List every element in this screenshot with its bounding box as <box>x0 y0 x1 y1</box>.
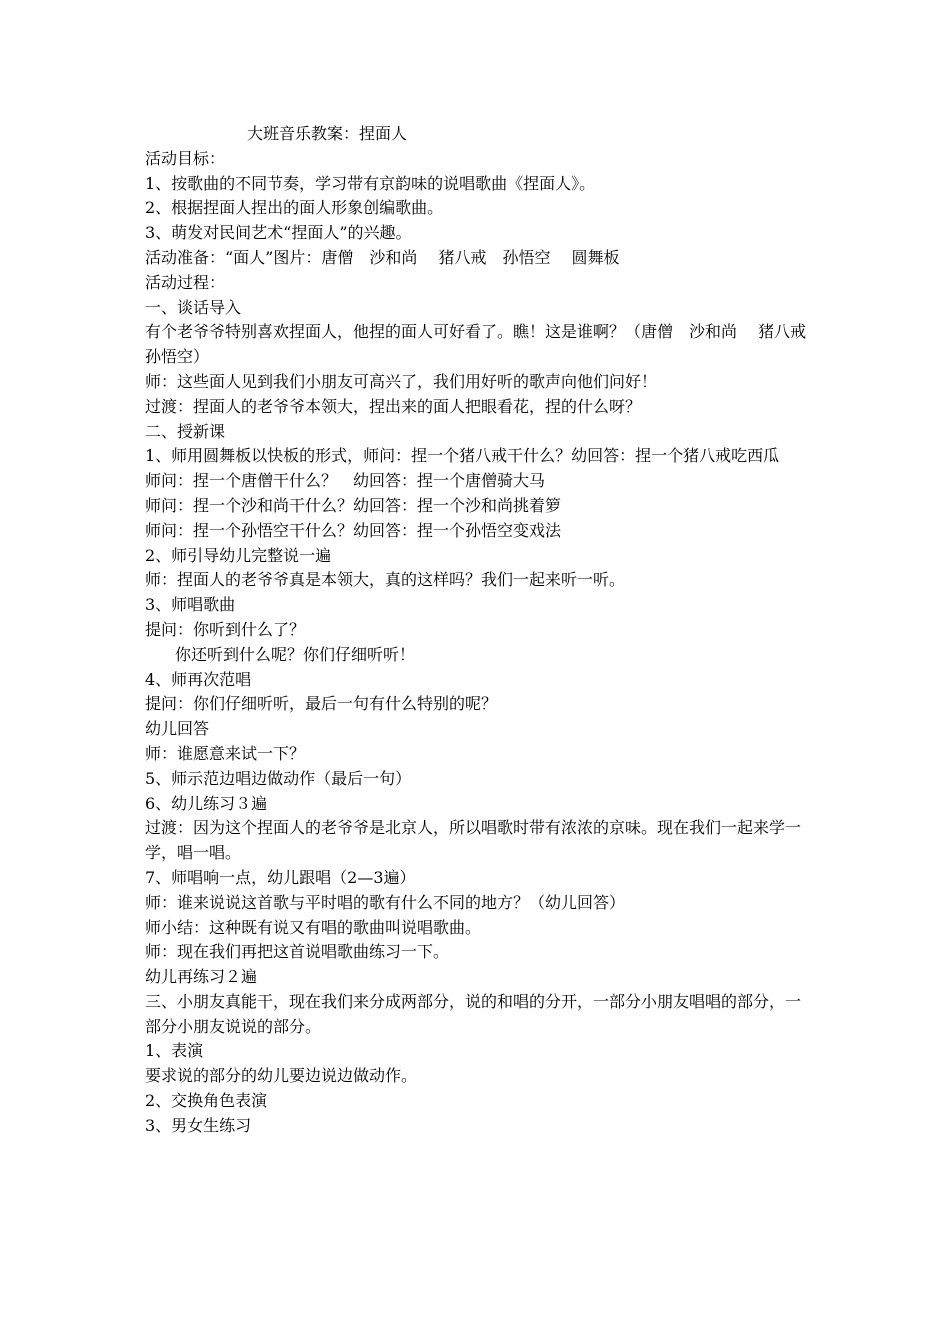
paragraph: 师问：捏一个沙和尚干什么？幼回答：捏一个沙和尚挑着箩 <box>145 495 562 515</box>
paragraph: 幼儿再练习２遍 <box>145 967 258 987</box>
step-heading: 一、谈话导入 <box>145 297 242 317</box>
step-heading: 二、授新课 <box>145 421 226 441</box>
section-heading: 活动过程： <box>145 272 226 292</box>
paragraph: 提问：你们仔细听听，最后一句有什么特别的呢？ <box>145 694 498 714</box>
step-heading: 1、表演 <box>145 1041 204 1061</box>
paragraph: 师：谁来说说这首歌与平时唱的歌有什么不同的地方？（幼儿回答） <box>145 892 626 912</box>
paragraph: 师问：捏一个唐僧干什么？ 幼回答：捏一个唐僧骑大马 <box>145 471 546 491</box>
paragraph: 师：这些面人见到我们小朋友可高兴了，我们用好听的歌声向他们问好！ <box>145 371 658 391</box>
step-heading: 3、男女生练习 <box>145 1115 252 1135</box>
paragraph: 提问：你听到什么了？ <box>145 619 306 639</box>
paragraph: 你还听到什么呢？你们仔细听听！ <box>175 644 416 664</box>
paragraph: 师：现在我们再把这首说唱歌曲练习一下。 <box>145 942 450 962</box>
step-heading: 4、师再次范唱 <box>145 669 252 689</box>
paragraph: 师小结：这种既有说又有唱的歌曲叫说唱歌曲。 <box>145 917 482 937</box>
step-heading: 2、师引导幼儿完整说一遍 <box>145 545 332 565</box>
step-heading: 3、师唱歌曲 <box>145 595 236 615</box>
section-heading: 活动目标： <box>145 148 226 168</box>
paragraph: 幼儿回答 <box>145 719 210 739</box>
objective-item: 1、按歌曲的不同节奏，学习带有京韵味的说唱歌曲《捏面人》。 <box>145 173 596 193</box>
objective-item: 3、萌发对民间艺术“捏面人”的兴趣。 <box>145 223 412 243</box>
paragraph: 三、小朋友真能干，现在我们来分成两部分，说的和唱的分开，一部分小朋友唱唱的部分，一部分小朋友说说的部分。 <box>145 991 802 1036</box>
paragraph: 1、师用圆舞板以快板的形式，师问：捏一个猪八戒干什么？幼回答：捏一个猪八戒吃西瓜 <box>145 446 780 466</box>
step-heading: 6、幼儿练习３遍 <box>145 793 268 813</box>
step-heading: 7、师唱响一点，幼儿跟唱（2—3遍） <box>145 867 416 887</box>
paragraph: 要求说的部分的幼儿要边说边做动作。 <box>145 1066 418 1086</box>
paragraph: 过渡：因为这个捏面人的老爷爷是北京人，所以唱歌时带有浓浓的京味。现在我们一起来学一学，唱一唱。 <box>145 818 802 863</box>
objective-item: 2、根据捏面人捏出的面人形象创编歌曲。 <box>145 198 444 218</box>
paragraph: 有个老爷爷特别喜欢捏面人，他捏的面人可好看了。瞧！这是谁啊？（唐僧 沙和尚 猪八戒 孙悟空） <box>145 322 823 367</box>
preparation-line: 活动准备：“面人”图片：唐僧 沙和尚 猪八戒 孙悟空 圆舞板 <box>145 247 620 267</box>
document-title: 大班音乐教案：捏面人 <box>247 124 408 143</box>
paragraph: 师问：捏一个孙悟空干什么？幼回答：捏一个孙悟空变戏法 <box>145 520 562 540</box>
document-body <box>145 122 823 1139</box>
step-heading: 5、师示范边唱边做动作（最后一句） <box>145 768 412 788</box>
paragraph: 师：谁愿意来试一下？ <box>145 743 306 763</box>
paragraph: 师：捏面人的老爷爷真是本领大，真的这样吗？我们一起来听一听。 <box>145 570 626 590</box>
paragraph: 过渡：捏面人的老爷爷本领大，捏出来的面人把眼看花，捏的什么呀？ <box>145 396 642 416</box>
step-heading: 2、交换角色表演 <box>145 1091 268 1111</box>
